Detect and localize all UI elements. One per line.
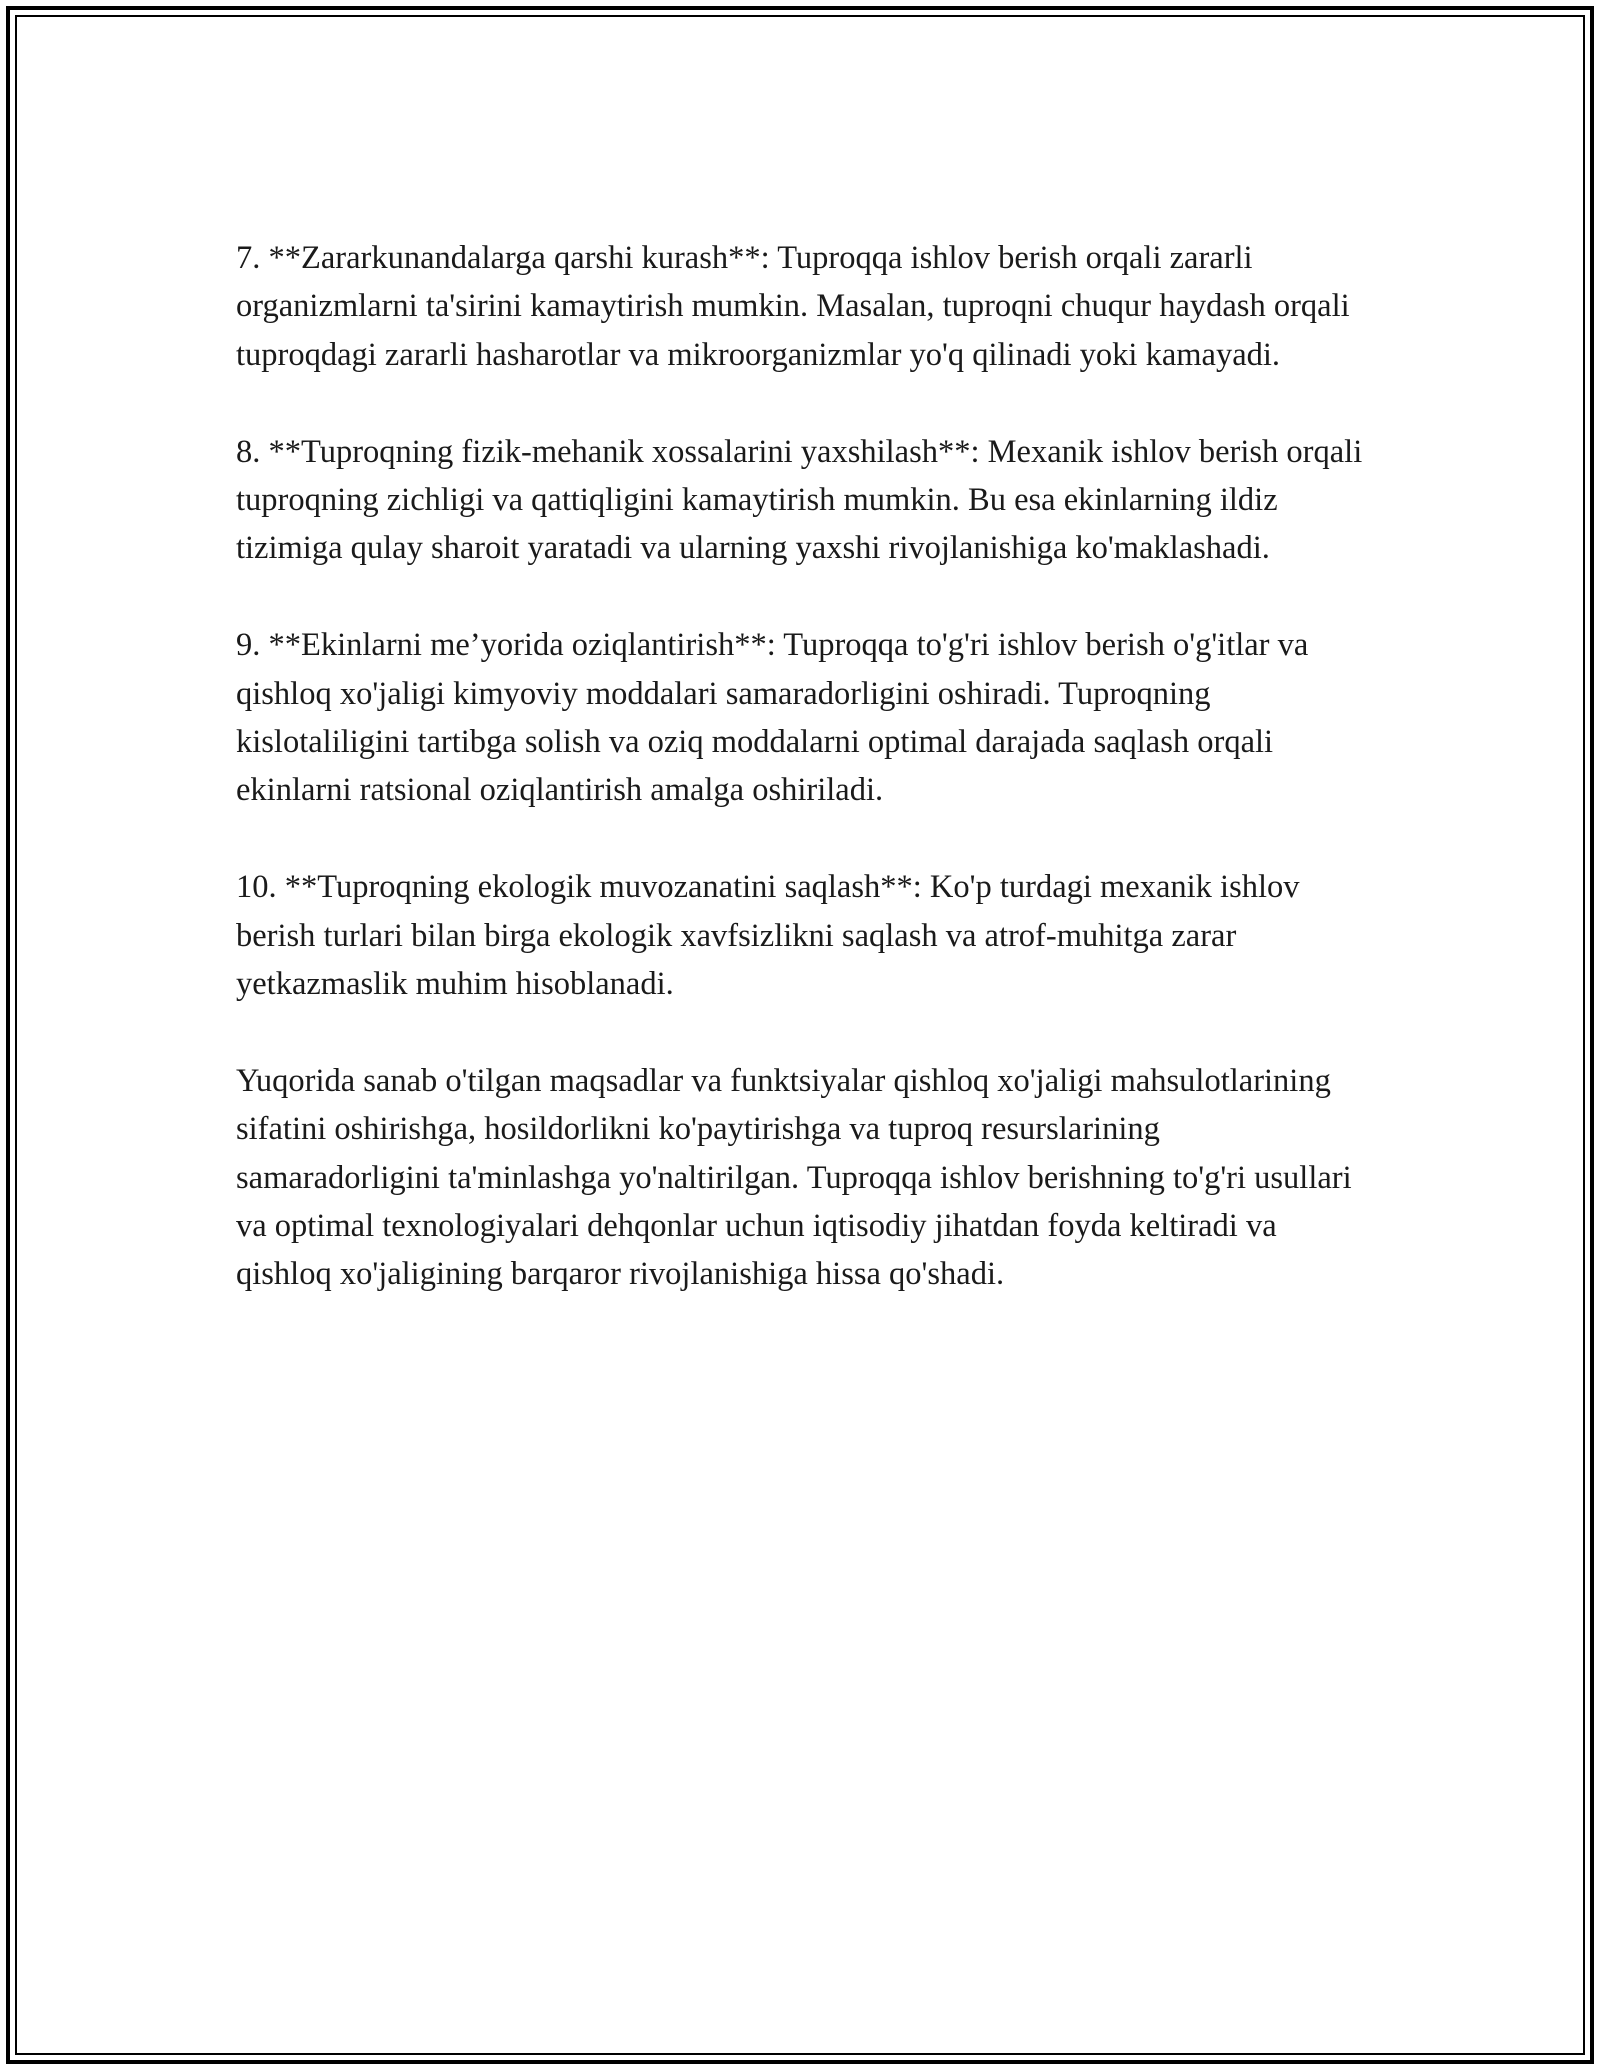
paragraph-conclusion: Yuqorida sanab o'tilgan maqsadlar va funktsiyalar qishloq xo'jaligi mahsulotlarining sifatini oshirishga, hosildorlikni ko'paytirishga va tuproq resurslarining samaradorligini ta'minlashga yo'naltirilgan. Tuproqqa ishlov berishning to'g'ri usullari va optimal texnologiyalari dehqonlar uchun iqtisodiy jihatdan foyda keltiradi va qishloq xo'jaligining barqaror rivojlanishiga hissa qo'shadi. <box>236 1062 1352 1293</box>
document-body <box>236 234 1366 1299</box>
paragraph-item-9: 9. **Ekinlarni me’yorida oziqlantirish**: Tuproqqa to'g'ri ishlov berish o'g'itlar va qishloq xo'jaligi kimyoviy moddalari samaradorligini oshiradi. Tuproqning kislotaliligini tartibga solish va oziq moddalarni optimal darajada saqlash orqali ekinlarni ratsional oziqlantirish amalga oshiriladi. <box>236 627 1309 809</box>
paragraph-item-10: 10. **Tuproqning ekologik muvozanatini saqlash**: Ko'p turdagi mexanik ishlov berish turlari bilan birga ekologik xavfsizlikni saqlash va atrof-muhitga zarar yetkazmaslik muhim hisoblanadi. <box>236 869 1300 1003</box>
paragraph-item-7: 7. **Zararkunandalarga qarshi kurash**: Tuproqqa ishlov berish orqali zararli organizmlarni ta'sirini kamaytirish mumkin. Masalan, tuproqni chuqur haydash orqali tuproqdagi zararli hasharotlar va mikroorganizmlar yo'q qilinadi yoki kamayadi. <box>236 240 1350 373</box>
paragraph-item-8: 8. **Tuproqning fizik-mehanik xossalarini yaxshilash**: Mexanik ishlov berish orqali tuproqning zichligi va qattiqligini kamaytirish mumkin. Bu esa ekinlarning ildiz tizimiga qulay sharoit yaratadi va ularning yaxshi rivojlanishiga ko'maklashadi. <box>236 433 1363 567</box>
